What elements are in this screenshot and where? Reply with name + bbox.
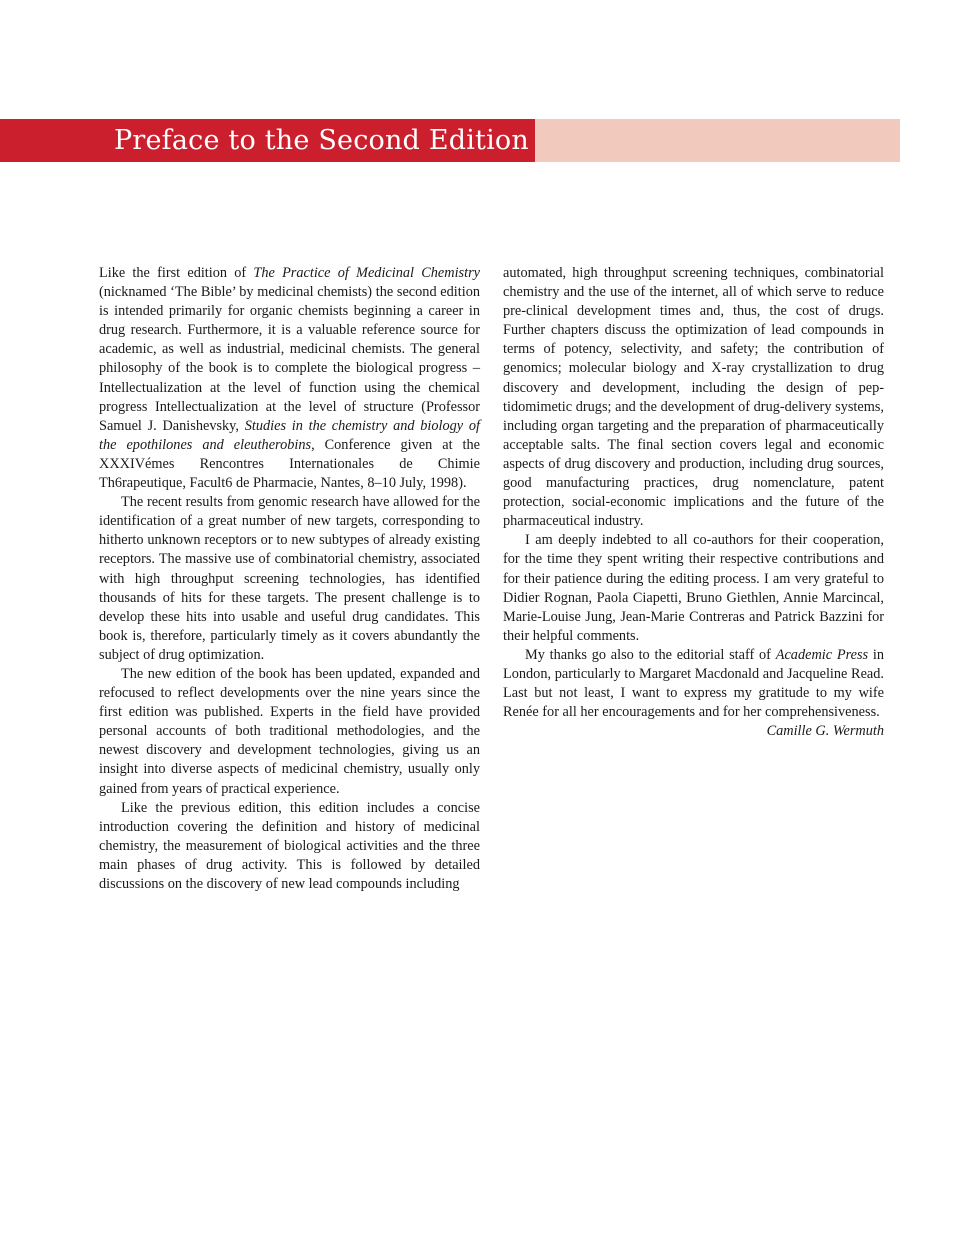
- signature: Camille G. Wermuth: [766, 723, 884, 740]
- paragraph-4-start: Like the previous edition, this edition includes a concise introduction covering the definition and history of medicinal chemistry, the measurement of biological activities and the three main phases of drug activity. This is followed by detailed discussions on the discovery of new lead compounds including: [99, 799, 480, 892]
- paragraph-1-text-b: (nicknamed ‘The Bible’ by medicinal chemists) the second edition is intended primarily for organic chemists beginning a career in drug research. Furthermore, it is a valuable reference source for academic, as well as industrial, medicinal chemists. The general philosophy of the book is to complete the biological progress – Intellectualization at the level of function using the chemical progress Intellectualization at the level of structure (Professor Samuel J. Danishevsky,: [99, 284, 480, 434]
- paragraph-1-text-c: , Conference given at the XXXIVémes Rencontres Internationales de Chimie Th6rapeutique, Facult6 de Pharmacie, Nantes, 8–10 July, 1998).: [99, 436, 480, 492]
- publisher-name: Academic Press: [775, 646, 869, 663]
- paragraph-3: The new edition of the book has been updated, expanded and refocused to reflect developments over the nine years since the first edition was published. Experts in the field have provided personal accounts of both traditional methodologies, and the newest discovery and development technologies, giving us an insight into diverse aspects of medicinal chemistry, usually only gained from years of practical experience.: [99, 665, 480, 797]
- paragraph-1-text-a: Like the first edition of: [99, 265, 254, 281]
- header-pink-band: [535, 119, 900, 162]
- chapter-header: [0, 119, 900, 162]
- paragraph-6-text-a: My thanks go also to the editorial staff of: [525, 646, 776, 663]
- paragraph-1: [99, 264, 480, 493]
- text-column-right: [503, 264, 884, 741]
- paragraph-2: The recent results from genomic research have allowed for the identification of a great number of new targets, corresponding to hitherto unknown receptors or to new subtypes of already existing receptors. The massive use of combinatorial chemistry, associated with high throughput screening technologies, has identified thousands of hits for these targets. The present challenge is to develop these hits into usable and useful drug candidates. This book is, therefore, particularly timely as it covers abundantly the subject of drug optimization.: [99, 494, 480, 663]
- paragraph-5: I am deeply indebted to all co-authors for their cooperation, for the time they spent writing their respective contributions and for their patience during the editing process. I am very grateful to Didier Rognan, Paola Ciapetti, Bruno Giethlen, Annie Marcincal, Marie-Louise Jung, Jean-Marie Contreras and Patrick Bazzini for their helpful comments.: [503, 532, 884, 644]
- paragraph-4-continued: automated, high throughput screening techniques, combinatorial chemistry and the use of the internet, all of which serve to reduce pre-clinical development times and, thus, the cost of drugs. Further chapters discuss the optimization of lead compounds in terms of potency, selectivity, and safety; the contribution of genomics; molecular biology and X-ray crystallization to drug discovery and development, including the design of peptidomimetic drugs; and the development of drug-delivery systems, including organ targeting and the preparation of pharmaceutically acceptable salts. The final section covers legal and economic aspects of drug discovery and production, including drug sources, good manufacturing practices, drug nomenclature, patent protection, social-economic implications and the future of the pharmaceutical industry.: [503, 265, 884, 530]
- page-title: Preface to the Second Edition: [114, 125, 529, 156]
- text-column-left: [99, 264, 480, 894]
- citation-title: Studies in the chemistry and biology of the epothilones and eleutherobins: [99, 417, 480, 453]
- paragraph-6-text-b: in London, particularly to Margaret Macdonald and Jacqueline Read. Last but not least, I want to express my gratitude to my wife Renée for all her encouragements and for her comprehensiveness.: [503, 646, 884, 721]
- book-title: The Practice of Medicinal Chemistry: [253, 265, 480, 281]
- header-red-band: [0, 119, 535, 162]
- paragraph-6: [503, 646, 884, 722]
